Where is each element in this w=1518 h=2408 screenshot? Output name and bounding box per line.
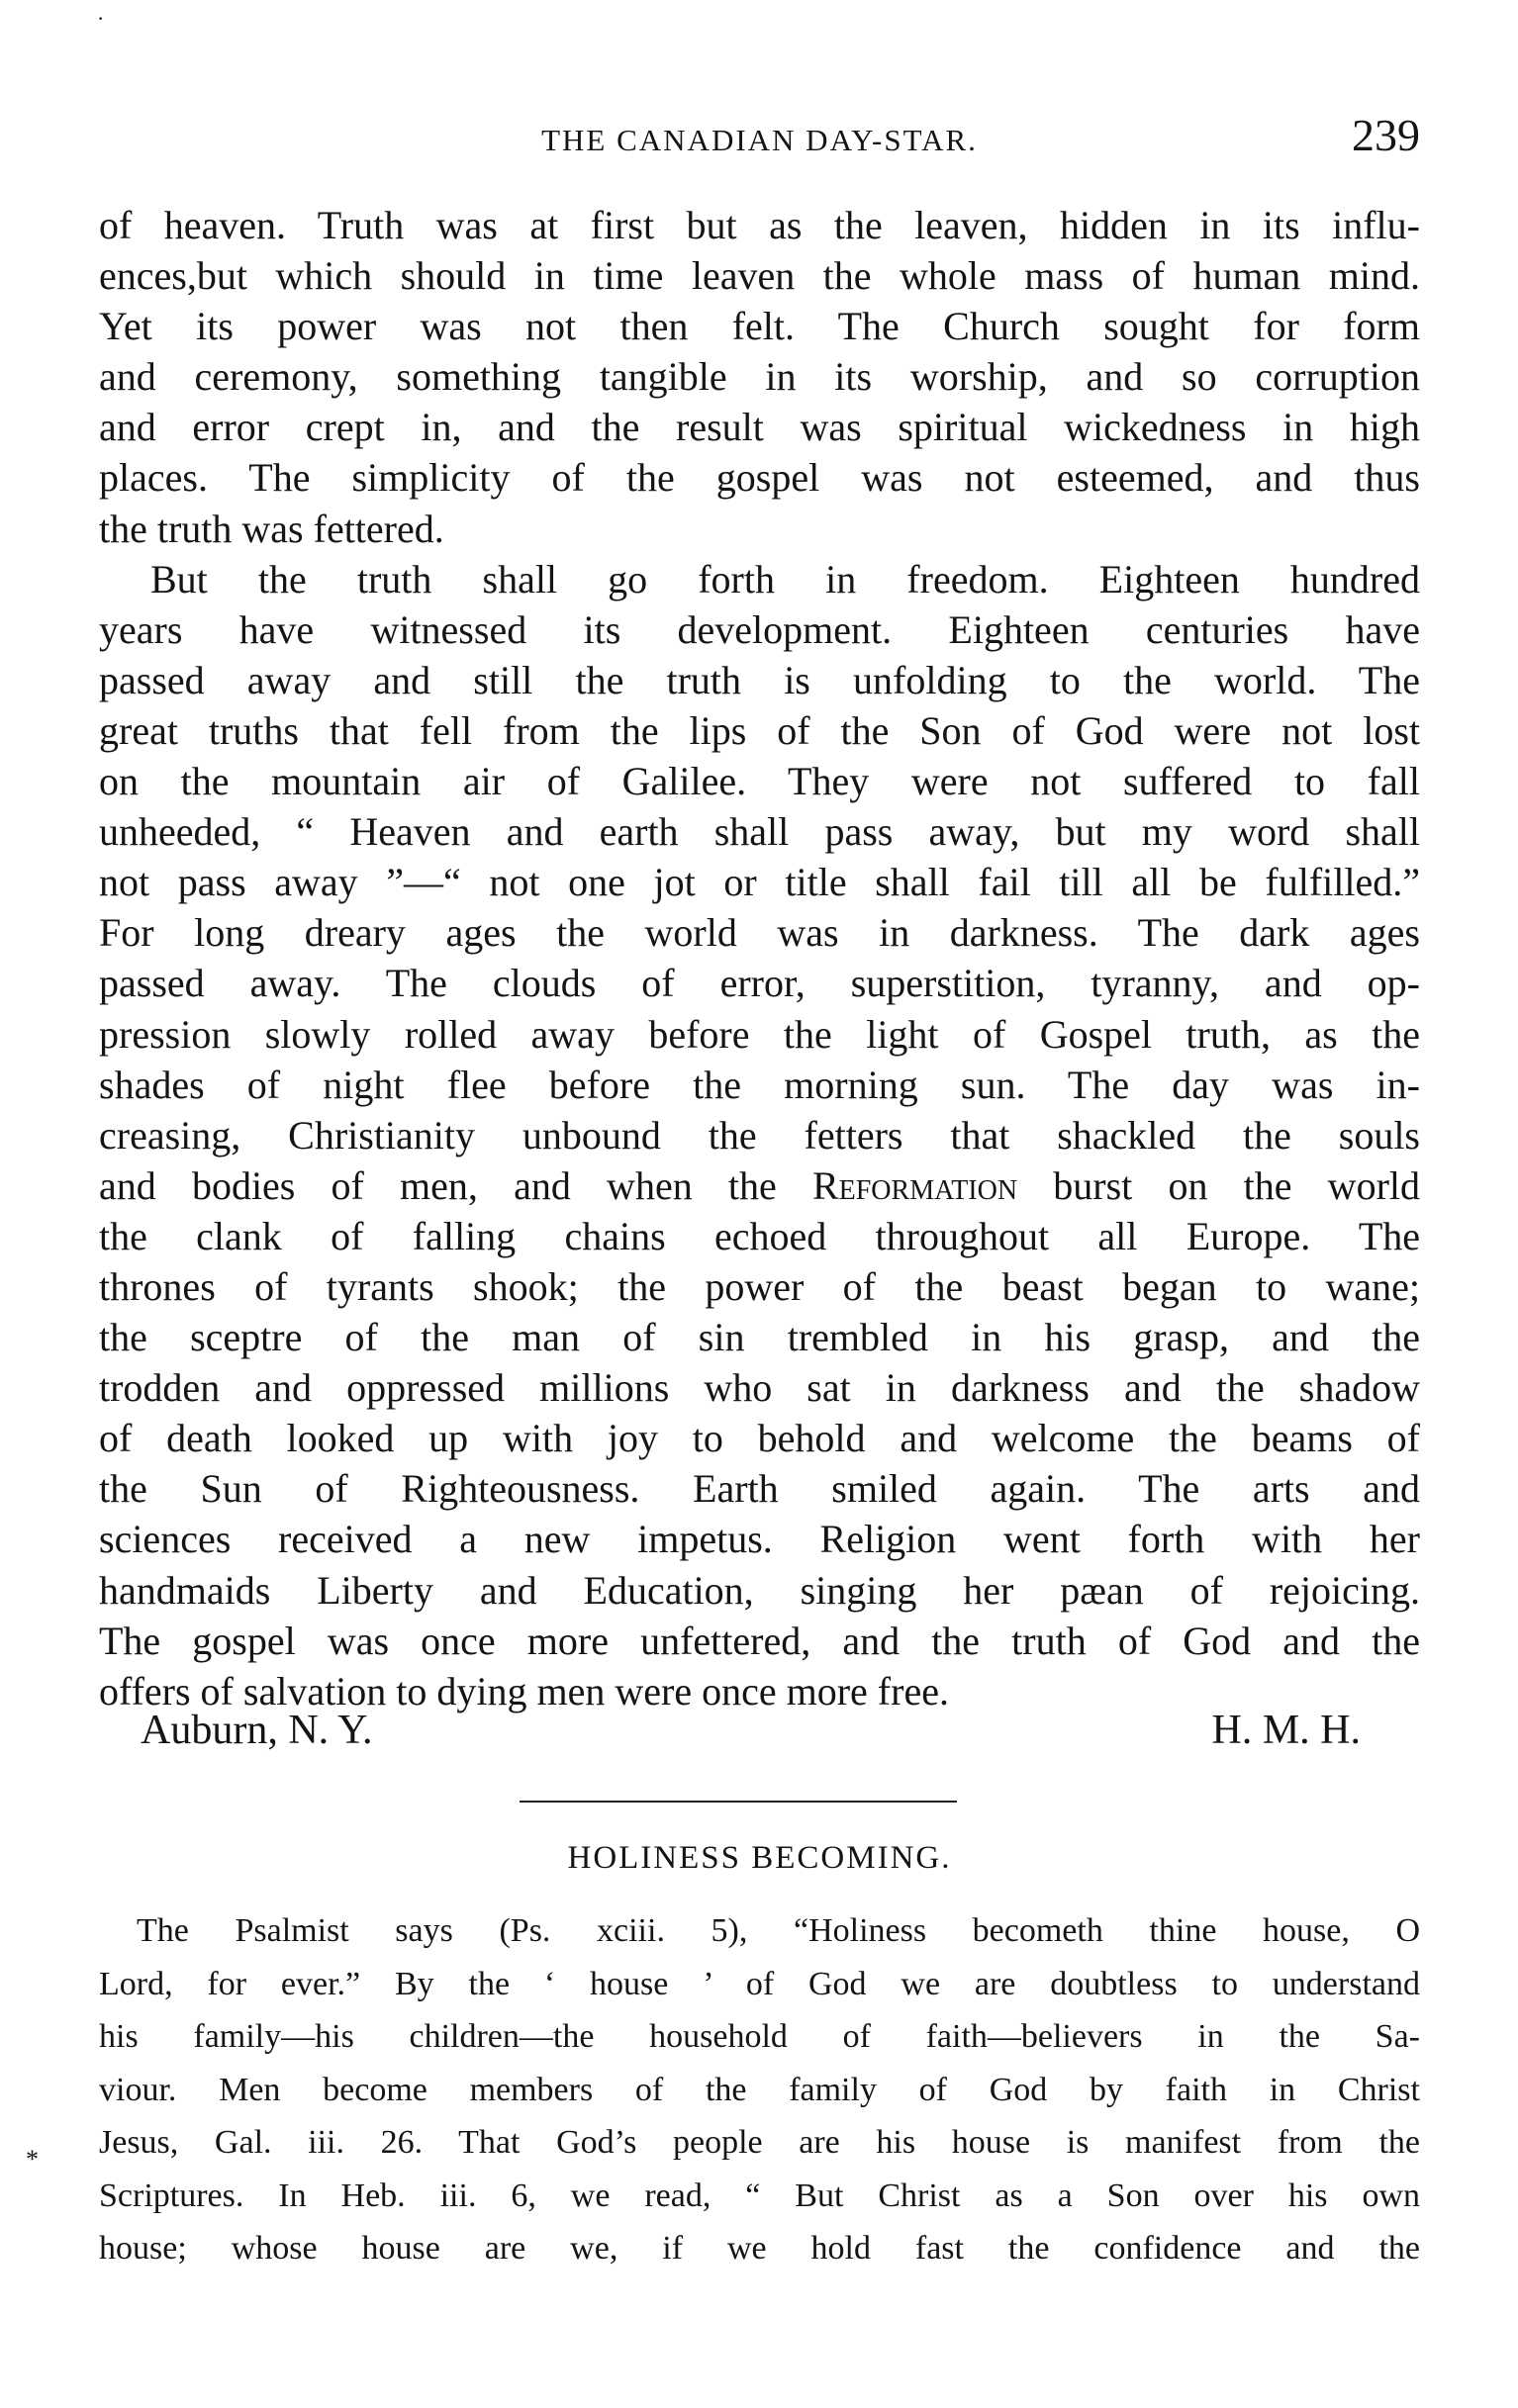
text-line: shades of night flee before the morning sun. The day was in- (99, 1062, 1420, 1107)
text-line: pression slowly rolled away before the light of Gospel truth, as the (99, 1011, 1420, 1057)
margin-mark: * (26, 2145, 39, 2174)
text-line: thrones of tyrants shook; the power of the beast began to wane; (99, 1263, 1420, 1309)
text-line: not pass away ”—“ not one jot or title shall fail till all be fulfilled.” (99, 860, 1420, 905)
article-body-2 (99, 1904, 1420, 2275)
text-line: his family—his children—the household of faith—believers in the Sa- (99, 2018, 1420, 2055)
text-line: The Psalmist says (Ps. xciii. 5), “Holiness becometh thine house, O (137, 1912, 1420, 1949)
text-line: and bodies of men, and when the Reformation burst on the world (99, 1162, 1420, 1208)
text-line: trodden and oppressed millions who sat in darkness and the shadow (99, 1365, 1420, 1411)
text-line: passed away and still the truth is unfolding to the world. The (99, 657, 1420, 702)
text-line: and ceremony, something tangible in its worship, and so corruption (99, 354, 1420, 400)
text-line: The gospel was once more unfettered, and the truth of God and the (99, 1618, 1420, 1663)
text-line: unheeded, “ Heaven and earth shall pass away, but my word shall (99, 809, 1420, 855)
signature-line (99, 1707, 1420, 1766)
text-line: places. The simplicity of the gospel was not esteemed, and thus (99, 455, 1420, 501)
signature-place: Auburn, N. Y. (141, 1708, 373, 1753)
text-line: Scriptures. In Heb. iii. 6, we read, “ But Christ as a Son over his own (99, 2176, 1420, 2214)
text-line: of heaven. Truth was at first but as the leaven, hidden in its influ- (99, 203, 1420, 247)
text-line: But the truth shall go forth in freedom. Eighteen hundred (150, 556, 1420, 602)
text-line: and error crept in, and the result was spiritual wickedness in high (99, 405, 1420, 450)
text-line: creasing, Christianity unbound the fetters that shackled the souls (99, 1112, 1420, 1158)
page-number: 239 (1352, 110, 1420, 160)
text-line: offers of salvation to dying men were once more free. (99, 1668, 949, 1713)
text-line: sciences received a new impetus. Religion went forth with her (99, 1517, 1420, 1562)
text-line: house; whose house are we, if we hold fast the confidence and the (99, 2230, 1420, 2267)
section-divider (520, 1801, 957, 1803)
running-title: THE CANADIAN DAY-STAR. (541, 123, 978, 157)
text-line: the truth was fettered. (99, 506, 444, 551)
text-line: the clank of falling chains echoed throughout all Europe. The (99, 1213, 1420, 1258)
text-line: great truths that fell from the lips of the Son of God were not lost (99, 707, 1420, 753)
text-line: on the mountain air of Galilee. They were not suffered to fall (99, 759, 1420, 804)
text-line: the sceptre of the man of sin trembled in his grasp, and the (99, 1315, 1420, 1360)
text-line: ences,but which should in time leaven the whole mass of human mind. (99, 253, 1420, 299)
margin-dot: · (97, 6, 105, 31)
text-line: Lord, for ever.” By the ‘ house ’ of God we are doubtless to understand (99, 1965, 1420, 2002)
text-line: passed away. The clouds of error, superstition, tyranny, and op- (99, 961, 1420, 1006)
text-line: years have witnessed its development. Eighteen centuries have (99, 606, 1420, 652)
text-line: viour. Men become members of the family of God by faith in Christ (99, 2071, 1420, 2108)
text-line: handmaids Liberty and Education, singing her pæan of rejoicing. (99, 1567, 1420, 1613)
text-line: the Sun of Righteousness. Earth smiled again. The arts and (99, 1466, 1420, 1512)
text-line: of death looked up with joy to behold and welcome the beams of (99, 1416, 1420, 1461)
signature-initials: H. M. H. (1211, 1708, 1361, 1753)
text-line: Jesus, Gal. iii. 26. That God’s people are his house is manifest from the (99, 2124, 1420, 2161)
text-line: For long dreary ages the world was in darkness. The dark ages (99, 910, 1420, 956)
text-line: Yet its power was not then felt. The Church sought for form (99, 304, 1420, 349)
article-body (99, 200, 1420, 1716)
running-head (99, 109, 1420, 168)
section-title: HOLINESS BECOMING. (567, 1840, 952, 1876)
